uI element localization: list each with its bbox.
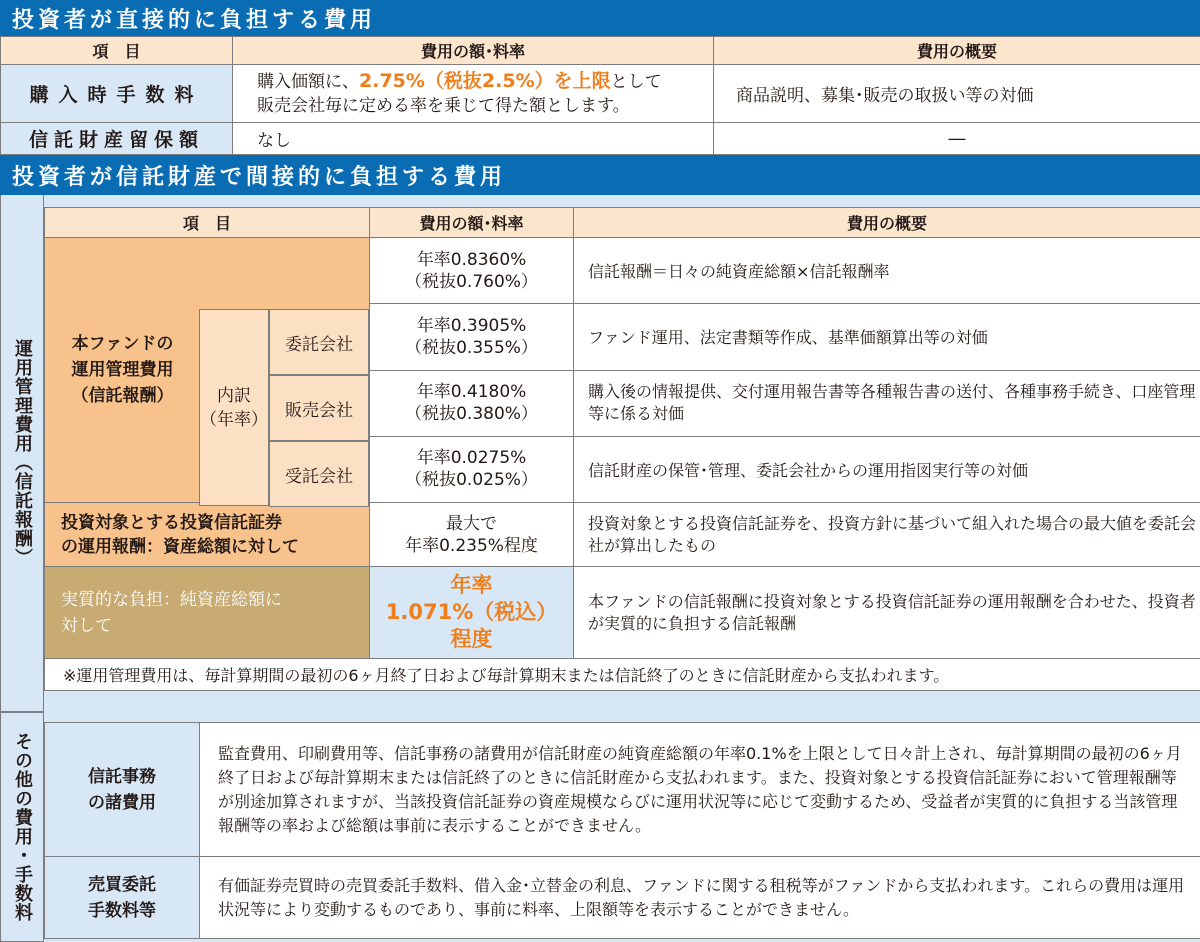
breakdown-distributor-label: 販売会社 (269, 375, 369, 441)
trust-retention-summary: ― (714, 123, 1200, 155)
other-fees-table (44, 722, 1200, 939)
management-fee-side-label (0, 195, 44, 712)
purchase-fee-label: 購入時手数料 (1, 65, 233, 123)
breakdown-rate (370, 370, 574, 436)
section2-title: 投資者が信託財産で間接的に負担する費用 (12, 160, 506, 191)
distributor-rate-ex: （税抜0.380%） (405, 404, 538, 424)
other-fees-inner (44, 712, 1200, 942)
invest-target-summary: 投資対象とする投資信託証券を、投資方針に基づいて組入れた場合の最大値を委託会社が算出したもの (574, 503, 1200, 567)
purchase-fee-amount (233, 65, 714, 123)
purchase-fee-summary: 商品説明、募集･販売の取扱い等の対価 (714, 65, 1200, 123)
trust-admin-fee-text: 監査費用、印刷費用等、信託事務の諸費用が信託財産の純資産総額の年率0.1%を上限として日々計上され、毎計算期間の最初の6ヶ月終了日および毎計算期末または信託終了のときに信託財産から支払われます。また、投資対象とする投資信託証券において管理報酬等が別途加算されますが、当該投資信託証券の資産規模ならびに運用状況等に応じて変動するため、受益者が実質的に負担する当該管理報酬等の率および総額は事前に表示することができません。 (200, 723, 1200, 857)
breakdown-trustee-label: 受託会社 (269, 441, 369, 507)
effective-burden-rate: 年率 1.071%（税込） 程度 (370, 567, 574, 659)
direct-fees-table (0, 36, 1200, 155)
trust-retention-amount: なし (233, 123, 714, 155)
consignor-rate-ex: （税抜0.355%） (405, 338, 538, 358)
invest-target-label: 投資対象とする投資信託証券 の運用報酬：資産総額に対して (45, 503, 370, 567)
management-fee-note: ※運用管理費用は、毎計算期間の最初の6ヶ月終了日および毎計算期末または信託終了のときに信託財産から支払われます。 (45, 659, 1200, 691)
distributor-summary: 購入後の情報提供、交付運用報告書等各種報告書の送付、各種事務手続き、口座管理等に係る対価 (574, 370, 1200, 436)
header-amount: 費用の額･料率 (233, 37, 714, 65)
other-fees-side-label (0, 712, 44, 942)
trustee-rate-ex: （税抜0.025%） (405, 470, 538, 490)
distributor-rate: 年率0.4180% (417, 382, 527, 402)
breakdown-label: 内訳 （年率） (199, 309, 269, 506)
fund-total-summary: 信託報酬＝日々の純資産総額×信託報酬率 (574, 238, 1200, 304)
breakdown-rate (370, 436, 574, 502)
effective-burden-summary: 本ファンドの信託報酬に投資対象とする投資信託証券の運用報酬を合わせた、投資者が実質的に負担する信託報酬 (574, 567, 1200, 659)
purchase-fee-amount-pre: 購入価額に、 (257, 72, 359, 92)
section2-title-bar (0, 155, 1200, 195)
purchase-fee-amount-line2: 販売会社毎に定める率を乗じて得た額とします。 (257, 96, 630, 116)
fund-total-rate (370, 238, 574, 304)
trust-admin-fee-label: 信託事務 の諸費用 (45, 723, 200, 857)
consignor-rate: 年率0.3905% (417, 316, 527, 336)
fund-total-rate-value: 年率0.8360% (417, 250, 527, 270)
breakdown-rate (370, 304, 574, 370)
purchase-fee-max-rate: 2.75%（税抜2.5%）を上限 (359, 70, 611, 92)
trustee-summary: 信託財産の保管･管理、委託会社からの運用指図実行等の対価 (574, 436, 1200, 502)
brokerage-fee-text: 有価証券売買時の売買委託手数料、借入金･立替金の利息、ファンドに関する租税等がファンドから支払われます。これらの費用は運用状況等により変動するものであり、事前に料率、上限額等を表示することができません。 (200, 857, 1200, 939)
section1-title: 投資者が直接的に負担する費用 (12, 3, 376, 34)
other-fees-block (0, 712, 1200, 942)
header-amount-2: 費用の額･料率 (370, 208, 574, 238)
management-fee-side-text: 運用管理費用（信託報酬） (9, 339, 35, 567)
fund-management-fee-label: 本ファンドの 運用管理費用 （信託報酬） (45, 238, 200, 502)
purchase-fee-amount-post: として (611, 72, 662, 92)
trust-retention-label: 信託財産留保額 (1, 123, 233, 155)
indirect-fees-block (0, 195, 1200, 712)
trustee-rate: 年率0.0275% (417, 448, 527, 468)
other-fees-side-text: その他の費用･手数料 (9, 732, 35, 922)
section1-title-bar (0, 0, 1200, 36)
header-summary: 費用の概要 (714, 37, 1200, 65)
brokerage-fee-label: 売買委託 手数料等 (45, 857, 200, 939)
header-summary-2: 費用の概要 (574, 208, 1200, 238)
header-item: 項 目 (1, 37, 233, 65)
header-item-2: 項 目 (45, 208, 370, 238)
fund-total-rate-ex: （税抜0.760%） (405, 272, 538, 292)
breakdown-consignor-label: 委託会社 (269, 309, 369, 375)
effective-burden-label: 実質的な負担：純資産総額に 対して (45, 567, 370, 659)
invest-target-rate: 最大で 年率0.235%程度 (370, 503, 574, 567)
consignor-summary: ファンド運用、法定書類等作成、基準価額算出等の対価 (574, 304, 1200, 370)
